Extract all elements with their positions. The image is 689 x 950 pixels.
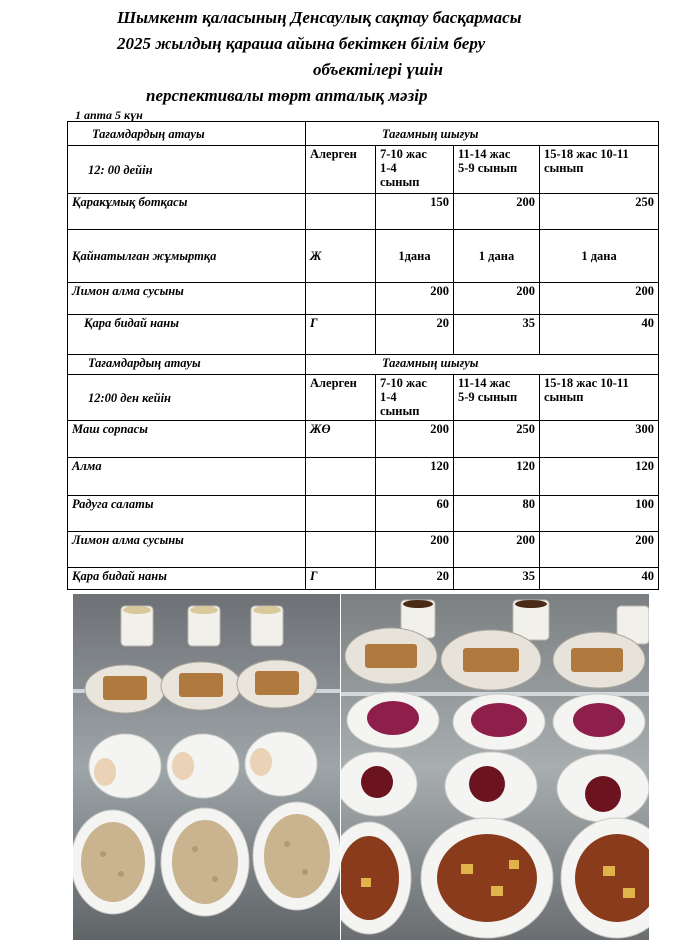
- allergen-cell: [306, 458, 376, 496]
- table-row: [68, 421, 659, 458]
- table-row: [68, 458, 659, 496]
- output-header: Тағамның шығуы: [306, 122, 659, 146]
- time-label: 12: 00 дейін: [68, 146, 306, 194]
- table-row: [68, 194, 659, 230]
- allergen-cell: [306, 194, 376, 230]
- age-col-3-header: 15-18 жас 10-11 сынып: [540, 146, 659, 194]
- section1-header-row: [68, 122, 659, 146]
- breakfast-photo: [73, 594, 340, 940]
- portion-cell: 120: [454, 458, 540, 496]
- age-col-2-header: 11-14 жас 5-9 сынып: [454, 146, 540, 194]
- portion-cell: 200: [540, 283, 659, 315]
- allergen-header: Алерген: [306, 375, 376, 421]
- dish-name: Маш сорпасы: [68, 421, 306, 458]
- output-header: Тағамның шығуы: [306, 355, 659, 375]
- portion-cell: 1дана: [376, 230, 454, 283]
- dish-name: Қайнатылған жұмыртқа: [68, 230, 306, 283]
- menu-table: [67, 121, 659, 590]
- portion-cell: 150: [376, 194, 454, 230]
- portion-cell: 40: [540, 568, 659, 590]
- table-row: [68, 230, 659, 283]
- dish-name-header: Тағамдардың атауы: [68, 355, 306, 375]
- portion-cell: 200: [376, 283, 454, 315]
- age-col-2-header: 11-14 жас 5-9 сынып: [454, 375, 540, 421]
- portion-cell: 1 дана: [540, 230, 659, 283]
- portion-cell: 20: [376, 315, 454, 355]
- portion-cell: 200: [454, 532, 540, 568]
- allergen-cell: [306, 532, 376, 568]
- portion-cell: 250: [454, 421, 540, 458]
- header-line-3: объектілері үшін: [313, 60, 443, 79]
- week-day-label: 1 апта 5 күн: [75, 108, 143, 122]
- age-col-3-header: 15-18 жас 10-11 сынып: [540, 375, 659, 421]
- portion-cell: 200: [376, 421, 454, 458]
- table-row: [68, 283, 659, 315]
- portion-cell: 200: [540, 532, 659, 568]
- portion-cell: 250: [540, 194, 659, 230]
- allergen-cell: Г: [306, 568, 376, 590]
- dish-name: Радуга салаты: [68, 496, 306, 532]
- portion-cell: 200: [454, 194, 540, 230]
- table-row: [68, 532, 659, 568]
- age-col-1-header: 7-10 жас 1-4 сынып: [376, 146, 454, 194]
- section1-subheader-row: [68, 146, 659, 194]
- portion-cell: 60: [376, 496, 454, 532]
- header-line-2: 2025 жылдың қараша айына бекіткен білім беру: [117, 34, 486, 53]
- portion-cell: 40: [540, 315, 659, 355]
- lunch-photo: [341, 594, 649, 940]
- dish-name: Лимон алма сусыны: [68, 532, 306, 568]
- portion-cell: 35: [454, 568, 540, 590]
- section2-header-row: [68, 355, 659, 375]
- portion-cell: 120: [540, 458, 659, 496]
- header-line-1: Шымкент қаласының Денсаулық сақтау басқармасы: [117, 8, 522, 27]
- portion-cell: 200: [454, 283, 540, 315]
- header-line-4: перспективалы төрт апталық мәзір: [146, 86, 428, 105]
- portion-cell: 80: [454, 496, 540, 532]
- dish-name: Алма: [68, 458, 306, 496]
- allergen-cell: ЖӨ: [306, 421, 376, 458]
- allergen-cell: [306, 496, 376, 532]
- table-row: [68, 496, 659, 532]
- age-col-1-header: 7-10 жас 1-4 сынып: [376, 375, 454, 421]
- allergen-cell: Г: [306, 315, 376, 355]
- allergen-header: Алерген: [306, 146, 376, 194]
- portion-cell: 1 дана: [454, 230, 540, 283]
- section2-subheader-row: [68, 375, 659, 421]
- portion-cell: 300: [540, 421, 659, 458]
- table-row: [68, 315, 659, 355]
- dish-name: Лимон алма сусыны: [68, 283, 306, 315]
- dish-name: Қара бидай наны: [68, 568, 306, 590]
- dish-name-header: Тағамдардың атауы: [68, 122, 306, 146]
- allergen-cell: Ж: [306, 230, 376, 283]
- portion-cell: 35: [454, 315, 540, 355]
- portion-cell: 200: [376, 532, 454, 568]
- time-label: 12:00 ден кейін: [68, 375, 306, 421]
- dish-name: Қара бидай наны: [68, 315, 306, 355]
- portion-cell: 100: [540, 496, 659, 532]
- dish-name: Қаракұмық ботқасы: [68, 194, 306, 230]
- allergen-cell: [306, 283, 376, 315]
- table-row: [68, 568, 659, 590]
- portion-cell: 20: [376, 568, 454, 590]
- portion-cell: 120: [376, 458, 454, 496]
